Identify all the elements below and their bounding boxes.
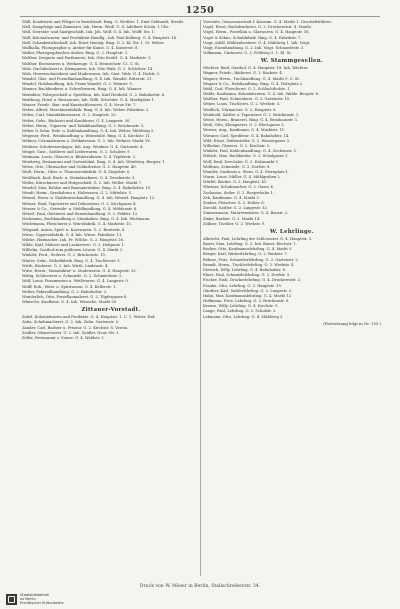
directory-entry: Weber, Louis, Tischlerei. G. 2. Werkstr. 3. bbox=[203, 102, 281, 107]
directory-entry: Zahn, Schuhmacherei. G. 2. Inh. Zahn. Gartenstr. 3. bbox=[22, 320, 120, 325]
section-heading: W. Stammgesellen. bbox=[260, 58, 324, 65]
directory-entry: Zeh, Kaufmann. G. 4. Markt 3. bbox=[203, 195, 260, 200]
directory-entry: Wünsche, Kaufhaus. G. 4. Inh. Wünsche. Markt 20. bbox=[22, 300, 118, 305]
directory-entry: Zenker, Fleischer. G. 2. Hofstr. 6. bbox=[203, 201, 265, 206]
directory-entry: Werner, Aug., Kaufmann. G. 4. Marktstr. 11. bbox=[203, 128, 286, 133]
directory-entry: Weidner, Schuhwarenlager, Inh. Aug. Weidner. G. 4. Gartenstr. 4. bbox=[22, 144, 144, 149]
directory-entry: Wanner, Buchbinderei u. Schreibwaren. Rmg. G. 4. Inh. Wanner. bbox=[22, 87, 143, 92]
directory-entry: Wagner, Friedr., Bäckerei. G. 2. Backstr. 4. bbox=[203, 71, 283, 76]
directory-entry: Lehmann, Otto, Lehrling. G. 4. Mühlweg 3. bbox=[203, 314, 284, 319]
directory-entry: Wartburg, Hotel u. Restaurant, Inh. Wilh. Schröder. G. 4. Marktplatz 1. bbox=[22, 97, 156, 102]
directory-entry: Wall, Kolonialwaren- und Produkten-Handlg., Inh. Paul Kolberg. G. 4. Hauptstr. 14. bbox=[22, 35, 178, 40]
directory-entry: Voigt, Adolf, Mühlenbesitzer. G. 4. Mühlweg 1. Inh. Voigt. bbox=[203, 40, 311, 45]
directory-entry: Brandt, Herm., Tischlerlehrling. G. 2. Werkstr. 4. bbox=[203, 262, 295, 267]
directory-entry: Weidlich, Uhrmacher. G. 2. Hauptstr. 6. bbox=[203, 107, 277, 112]
directory-entry: Franke, Otto, Lehrling. G. 2. Hauptstr. 19. bbox=[203, 283, 282, 288]
directory-entry: Winkler, Ferd., Seilerei. G. 2. Brückenstr. 10. bbox=[22, 253, 106, 258]
directory-entry: Weinhold, Sattler u. Tapezierer. G. 2. Brückenstr. 1. bbox=[203, 112, 300, 117]
directory-entry: Weiß, Otto, Klempnerei. G. 2. Blechgasse 2. bbox=[203, 123, 285, 128]
directory-entry: Vogel, Ernst, Buchdruckerei. G. 2. Druckereistr. 4. Straße. bbox=[203, 25, 313, 30]
logo-line-1: Staatsbibliothek bbox=[20, 592, 50, 597]
directory-entry: Hoffmann, Fritz, Lehrling. G. 2. Brückenstr. 6. bbox=[203, 299, 290, 304]
logo-line-3: Preußischer Kulturbesitz bbox=[20, 601, 64, 606]
directory-entry: Zander, Carl, Barbier u. Friseur. G. 2. Kirchstr. 8. Verein. bbox=[22, 325, 129, 330]
directory-entry: Hahn, Max, Kaufmannslehrling. G. 4. Markt 12. bbox=[203, 293, 293, 298]
directory-entry: Wilcke, Hutmacher, Inh. Fr. Wilcke. G. 2. Hauptstr. 26. bbox=[22, 237, 125, 242]
directory-entry: Walther, Eisenwaren u. Werkzeuge. G. 4. Heinrichstr. 12. C. St. bbox=[22, 61, 141, 66]
directory-entry: Weber, Alfred, Maschinenfabrik. Rmg. G. 4. Inh. Weber. Fabrikstr. 2. bbox=[22, 108, 150, 113]
directory-entry: Voigt, Eisenhandlung. G. 2. Inh. Voigt. Schmiedestr. 3. bbox=[203, 45, 305, 50]
section-heading: Zittauer-Vorstadt. bbox=[81, 307, 141, 314]
directory-entry: Walz, Dachdeckerei u. Klempnerei, Inh. Otto Walz. G. 2. Schloßstr. 14. bbox=[22, 66, 154, 71]
directory-entry: Wolfram, Schmiede. G. 2. Dorfstr. 8. bbox=[203, 164, 271, 169]
directory-entry: Wahl, Carl, Fleischerei. G. 2. Schlachthofstr. 1. bbox=[203, 86, 291, 91]
directory-entry: Wall, Getreide- und Saatgeschäft, Inh. Joh. Wolf. G. 4. Inh. Wolff. Str. 1. bbox=[22, 30, 155, 35]
directory-entry: Albrecht, Paul, Lehrling der Schlosserei. G. 4. Hauptstr. 3. bbox=[203, 236, 313, 241]
directory-entry: Berger, Karl, Bäckerlehrling. G. 2. Backstr. 7. bbox=[203, 252, 288, 257]
directory-entry: Ebert, Paul, Schmiedelehrling. G. 2. Dorfstr. 3. bbox=[203, 273, 291, 278]
directory-entry: Weigel, Gust., Sattlerei und Lederwaren. G. 2. Schulstr. 9. bbox=[22, 149, 131, 154]
directory-entry: Wetzel, Paul, Gärtnerei und Samenhandlung. G. 2. Feldstr. 13. bbox=[22, 211, 139, 216]
directory-entry: Wunderlich, Otto, Porzellanmalerei. G. 2. Töpfergasse 6. bbox=[22, 294, 128, 299]
directory-entry: Wolf, Emil, Drechsler. G. 2. Holzmarkt 3. bbox=[203, 159, 279, 164]
directory-entry: Günther, Karl, Sattlerlehrling. G. 2. Langestr. 5. bbox=[203, 288, 293, 293]
directory-entry: Wehner, Colonialwaren u. Delikatessen. G. 2. Inh. Wehner. Markt 18. bbox=[22, 139, 151, 144]
directory-entry: Volkmann, Gärtnerei. G. 2. Feldweg 5. 1. Kl. St. bbox=[203, 51, 292, 56]
directory-entry: Walther, Drogerie und Parfümerie, Inh. Otto Seidel. G. 4. Marktstr. 3. bbox=[22, 56, 152, 61]
directory-entry: Wüstner, Schuhmacher. G. 2. Gasse 4. bbox=[203, 185, 275, 190]
directory-entry: Lange, Paul, Lehrling. G. 2. Schulstr. 2. bbox=[203, 309, 277, 314]
directory-entry: Wagner, Herm., Tuchhandlung. G. 4. Markt 9. C. St. bbox=[203, 76, 301, 81]
directory-entry: Wurm, Louis, Müller. G. 4. Mühlgraben 2. bbox=[203, 175, 281, 180]
library-logo-icon bbox=[6, 594, 17, 605]
library-logo-text bbox=[20, 593, 64, 606]
directory-entry: Wiedemann, Fleischerei u. Wurstfabrik. G. 4. Marktstr. 15. bbox=[22, 222, 132, 227]
directory-entry: Wunder, Gasthaus z. Stern. G. 4. Sternplatz 1. bbox=[203, 169, 290, 174]
directory-entry: Vorwärts, Genossenschaft f. Konsum. G. 4. Markt 1. Geschäftsführer. bbox=[203, 20, 332, 24]
directory-entry: Wolf, Louis, Posamenten u. Weißwaren. G. 4. Langestr. 9. bbox=[22, 279, 129, 284]
directory-entry: Dietrich, Willy, Lehrling. G. 4. Bahnhofstr. 8. bbox=[203, 267, 286, 272]
directory-entry: Wallhalla, Photographie u. Atelier für Kunst. G. 4. Kaiserstr. 8. bbox=[22, 45, 139, 50]
logo-line-2: zu Berlin bbox=[20, 596, 36, 601]
directory-entry: Wagner & Co., Holzhandlung. Rmg. G. 4. Holzplatz 2. bbox=[203, 81, 304, 86]
directory-entry: Wendt, Heinr., Drechslerei u. Holzwaren. G. 2. Mittelstr. 5. bbox=[22, 191, 132, 196]
directory-entry: Winkler, Paul, Kohlenhandlung. G. 4. Zechenstr. 2. bbox=[203, 149, 298, 154]
printer-imprint: Druck von W. Möser in Berlin, Stallschreiberstr. 34. bbox=[139, 584, 261, 589]
directory-entry: Walde, Kaufmann, Kolonialwaren. G. 4. Inh. Walde. Bergstr. 6. bbox=[203, 92, 320, 97]
directory-entry: Warmbier, Fuhrgeschäft u. Spedition, Inh. Karl Heubold. G. 2. Bahnhofstr. 6. bbox=[22, 92, 166, 97]
directory-entry: Bauer, Max, Lehrling. G. 2. Inh. Bauer. Kirchstr. 1. bbox=[203, 242, 298, 247]
directory-entry: Weiß, Herm., Ofen- u. Thonwarenfabrik. G. 4. Ziegelstr. 6. bbox=[22, 170, 131, 175]
directory-entry: Becker, Otto, Kaufmannslehrling. G. 4. Markt 5. bbox=[203, 247, 293, 252]
directory-entry: Zimmermann, Maurermeister. G. 4. Baustr. 2. bbox=[203, 211, 289, 216]
directory-entry: Wolff, Rob., Wein- u. Spirituosen. G. 4. Kellerstr. 1. bbox=[22, 284, 117, 289]
directory-entry: Zabel, Kolonialwaren und Produkte. G. 4. Hauptstr. 1. C. 1. Weber. Hof. bbox=[22, 315, 156, 320]
directory-entry: Wenzel, Eisen- u. Stahlwarenhandlung. G. 4. Inh. Wenzel. Hauptstr. 12. bbox=[22, 196, 156, 201]
directory-entry: Zierold, Sattler. G. 2. Langestr. 12. bbox=[203, 206, 268, 211]
directory-entry: Wegener, Ferd., Weinhandlung u. Weinstube. Rmg. G. 4. Kirchstr. 11. bbox=[22, 134, 152, 139]
directory-entry: Weise, Herm., Brauerei. Rmg. G. 4. Brauhausstr. 1. bbox=[203, 118, 299, 123]
directory-entry: Weller, Kürschnerei und Hutgeschäft. G. 2. Inh. Weller. Markt 7. bbox=[22, 180, 142, 185]
directory-entry: Böhme, Fritz, Schneiderlehrling. G. 2. Gartenstr. 2. bbox=[203, 257, 299, 262]
directory-entry: Vogel, Herm., Porzellan u. Glaswaren. G. 4. Hauptstr. 16. bbox=[203, 30, 310, 35]
left-column bbox=[22, 20, 200, 576]
directory-entry: Zacharias, Seiler. G. 2. Reeperbahn 1. bbox=[203, 190, 275, 195]
directory-entry: Wiese, Cigarrenfabrik. G. 4. Inh. Wiese. Fabrikstr. 11. bbox=[22, 232, 123, 237]
directory-entry: Zöllner, Tischler. G. 2. Werkstr. 9. bbox=[203, 221, 266, 226]
directory-entry: Weber, Carl, Manufakturwaren. G. 2. Hauptstr. 22. bbox=[22, 113, 117, 118]
directory-entry: Weißbach, Karl, Buch- u. Steindruckerei. G. 4. Druckerstr. 3. bbox=[22, 175, 136, 180]
directory-entry: Wittig, Schlosserei u. Schmiede. G. 2. Schmiedestr. 2. bbox=[22, 274, 123, 279]
directory-entry: Wichmann, Buchhandlung u. Musikalien. Rmg. G. 4. Inh. Wichmann. bbox=[22, 217, 151, 222]
directory-entry: Krause, Willy, Lehrling. G. 4. Kirchstr. 9. bbox=[203, 304, 279, 309]
directory-entry: Wandel, Holzhandlung, Inh. Franz Wandel. G. 2. Weinstr. 9. bbox=[22, 82, 133, 87]
directory-entry: Walz, Herrenschneiderei und Modewaren, Inh. Gust. Walz. G. 4. Hofstr. 2. bbox=[22, 71, 161, 76]
directory-entry: Wasser, Friedr., Bau- und Kunstschlosserei. G. 4. Neue Str. 7. bbox=[22, 103, 137, 107]
directory-entry: Weber, Heinr., Cigarren- und Tabakhandlung. G. 2. Brückenstr. 3. bbox=[22, 123, 145, 128]
directory-entry: Wiesner, Carl, Spediteur. G. 4. Bahnhofstr. 14. bbox=[203, 133, 290, 138]
directory-entry: Wolter, Fahrradhandlung. G. 2. Bahnhofstr. 2. bbox=[22, 289, 108, 294]
directory-entry: Wilhelm, Gasthof zum goldenen Löwen. G. 4. Markt 2. bbox=[22, 248, 124, 253]
directory-entry: Werner & Co., Getreide- u. Mehlhandlung. G. 4. Mühlenstr. 8. bbox=[22, 206, 138, 211]
directory-entry: Witte, Herm., Manufaktur- u. Modewaren. G. 4. Hauptstr. 33. bbox=[22, 269, 137, 273]
directory-entry: Wilhelmi, Glaserei. G. 2. Kirchstr. 5. bbox=[203, 143, 271, 148]
directory-entry: Weber, Gebr., Bäckerei und Konditorei. G. 4. Langestr. 30. bbox=[22, 118, 131, 123]
section-heading: W. Lehrlinge. bbox=[270, 228, 314, 235]
directory-entry: Zinke, Barbier. G. 2. Markt 14. bbox=[203, 216, 261, 221]
directory-entry: Wall, Schankwirthschaft, Inh. Ernst Hennig. Rmg. G. 2. Kl. Str. 1. St. Weber. bbox=[22, 40, 165, 45]
directory-entry: Wandel, Glas- und Porzellanhandlung. G. 4. Inh. Wandel. Ritterstr. 21. bbox=[22, 77, 153, 82]
directory-entry: Wall, Dampfsäge und Zimmerei, Inh. Herm. Weiß. G. 4. Adelbert Schön. 1 Uhr. bbox=[22, 25, 170, 30]
column-divider bbox=[200, 20, 201, 576]
directory-entry: Winter, Gebr., Möbelfabrik. Rmg. G. 4. Tischlerstr. 3. bbox=[22, 258, 121, 263]
directory-entry: Würfel, Bäcker. G. 2. Hauptstr. 41. bbox=[203, 180, 268, 185]
directory-entry: Walther, Paul, Schneiderei. G. 2. Gartenstr. 10. bbox=[203, 97, 291, 102]
directory-entry: Wiegand, Anton, Spiel- u. Kurzwaren. G. 2. Breitestr. 6. bbox=[22, 227, 126, 232]
directory-entry: Wächter, Emil, Gasthof. G. 4. Hauptstr. 18. Inh. Wächter. bbox=[203, 66, 309, 71]
continuation-note: (Fortsetzung folgt in Nr. 155.) bbox=[323, 320, 381, 326]
directory-entry: Zeller, Restaurant z. Sonne. G. 4. Waldstr. 2. bbox=[22, 335, 105, 340]
directory-entry: Wirth, Bäckerei. G. 2. Inh. Wirth. Lindenstr. 4. bbox=[22, 263, 109, 268]
directory-entry: Weinberg, Restaurant und Gartenlokal. Rmg. G. 4. Inh. Weinberg. Bergstr. 1. bbox=[22, 160, 166, 165]
directory-entry: Weber & Sohn, Holz- u. Kohlenhandlung. G. 4. Inh. Weber. Mühlweg 5. bbox=[22, 128, 155, 133]
header-rule bbox=[20, 16, 380, 17]
page-number: 1250 bbox=[185, 5, 215, 16]
directory-entry: Wendel, Max, Kohlen und Baumaterialien. Rmg. G. 4. Bahnhofstr. 19. bbox=[22, 186, 152, 190]
right-column bbox=[203, 20, 381, 576]
directory-entry: Fischer, Emil, Druckerlehrling. G. 4. Druckereistr. 2. bbox=[203, 278, 302, 283]
directory-entry: Zeidler, Ofensetzerei. G. 2. Inh. Zeidler. Neue Str. 1. bbox=[22, 330, 120, 335]
directory-entry: Werner, Emil, Tapezierer und Dekorateur. G. 2. Kirchgasse 4. bbox=[22, 201, 137, 206]
directory-entry: Wild, Ernst, Seifensieder. G. 2. Wassergasse 3. bbox=[203, 138, 291, 143]
directory-entry: Wilde, Karl, Malerei und Lackiererei. G. 2. Hofgasse 1. bbox=[22, 243, 125, 248]
directory-entry: Weise, Otto, Uhrmacher und Goldarbeiter. G. 2. Hauptstr. 40. bbox=[22, 165, 137, 170]
directory-entry: Wittich, Max, Buchbinder. G. 2. Schulgasse 1. bbox=[203, 154, 289, 159]
directory-entry: Vogel & Söhne, Schuhfabrik. Rmg. G. 4. Fabrikstr. 7. bbox=[203, 35, 302, 40]
directory-entry: Weimann, Louis, Glaserei u. Bilderrahmen. G. 4. Töpferstr. 2. bbox=[22, 154, 137, 159]
library-logo bbox=[6, 592, 66, 606]
directory-entry: Wüll, Konditorei und Pfleger in Rudolstadt. Rmg. G. Weißstr. 1. Emil Gebhardt, Straße. bbox=[22, 20, 185, 24]
directory-entry: Walter, Photographisches Atelier. Rmg. G. 2. Hauptstr. 1. bbox=[22, 51, 129, 56]
